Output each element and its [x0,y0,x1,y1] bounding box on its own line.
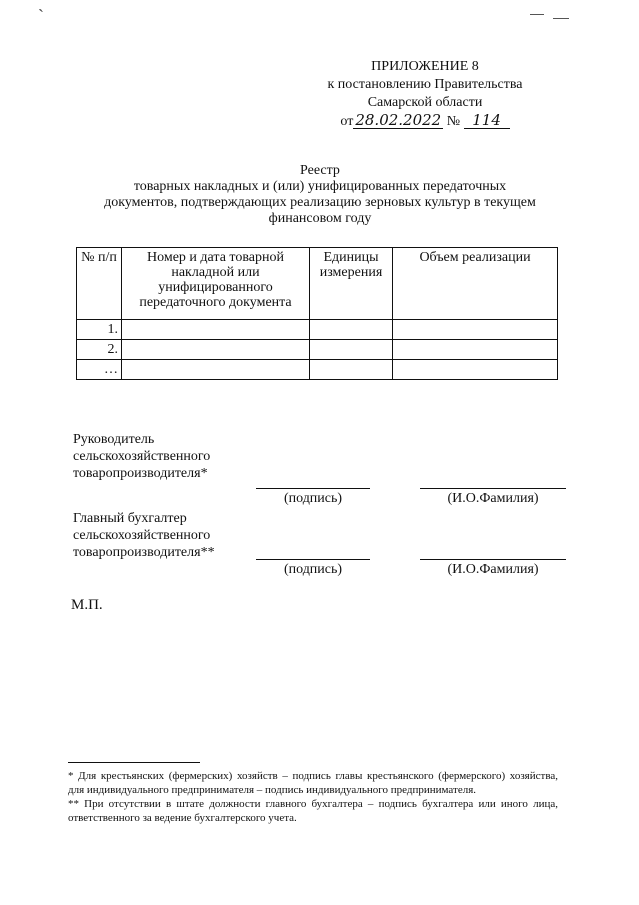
accountant-title-2: сельскохозяйственного [73,528,211,543]
accountant-name-caption: (И.О.Фамилия) [447,562,539,577]
row-units [310,340,393,360]
row-units [310,320,393,340]
row-number: 1. [77,320,122,340]
head-title: Руководитель [73,432,155,447]
date-prefix: от [340,114,354,129]
header-volume: Объем реализации [393,248,558,320]
header-number: № п/п [77,248,122,320]
accountant-signature-line [256,559,370,560]
head-signature-label [73,431,210,482]
scan-mark [553,18,569,19]
appendix-resolution: к постановлению Правительства [327,77,523,92]
footnotes [68,769,558,825]
row-document [122,360,310,380]
row-volume [393,320,558,340]
table-row [77,320,558,340]
scan-mark [530,14,544,15]
head-signature-caption: (подпись) [283,491,343,506]
handwritten-number: 114 [464,112,510,129]
stamp-place: М.П. [71,597,103,613]
table-row [77,360,558,380]
title-line-4: финансовом году [268,211,372,226]
accountant-signature-caption: (подпись) [283,562,343,577]
row-volume [393,340,558,360]
document-title [60,163,580,227]
accountant-name-line [420,559,566,560]
appendix-date-line [300,112,550,131]
registry-table [76,247,558,380]
row-document [122,320,310,340]
footnote-separator [68,762,200,763]
accountant-title: Главный бухгалтер [73,511,187,526]
appendix-title: ПРИЛОЖЕНИЕ 8 [371,59,479,74]
row-number: 2. [77,340,122,360]
appendix-header [300,58,550,131]
header-units: Единицы измерения [310,248,393,320]
head-title-3: товаропроизводителя* [73,466,208,481]
title-line-3: документов, подтверждающих реализацию зерновых культур в текущем [104,195,536,210]
table-header-row [77,248,558,320]
title-line-1: Реестр [300,163,340,178]
accountant-signature-label [73,510,215,561]
head-name-line [420,488,566,489]
row-volume [393,360,558,380]
row-number: … [77,360,122,380]
table-row [77,340,558,360]
handwritten-date: 28.02.2022 [355,111,442,129]
head-name-caption: (И.О.Фамилия) [447,491,539,506]
head-signature-line [256,488,370,489]
footnote-1: * Для крестьянских (фермерских) хозяйств – подпись главы крестьянского (фермерского) хозяйства, для индивидуального предпринимателя – подпись индивидуального предпринимателя. [68,770,558,796]
scan-mark: ` [38,6,44,26]
row-units [310,360,393,380]
appendix-region: Самарской области [367,95,483,110]
footnote-2: ** При отсутствии в штате должности главного бухгалтера – подпись бухгалтера или иного лица, ответственного за ведение бухгалтерского учета. [68,798,558,824]
row-document [122,340,310,360]
header-document: Номер и дата товарной накладной или унифицированного передаточного документа [122,248,310,320]
head-title-2: сельскохозяйственного [73,449,211,464]
accountant-title-3: товаропроизводителя** [73,545,215,560]
number-prefix: № [446,114,461,129]
title-line-2: товарных накладных и (или) унифицированных передаточных [133,179,507,194]
